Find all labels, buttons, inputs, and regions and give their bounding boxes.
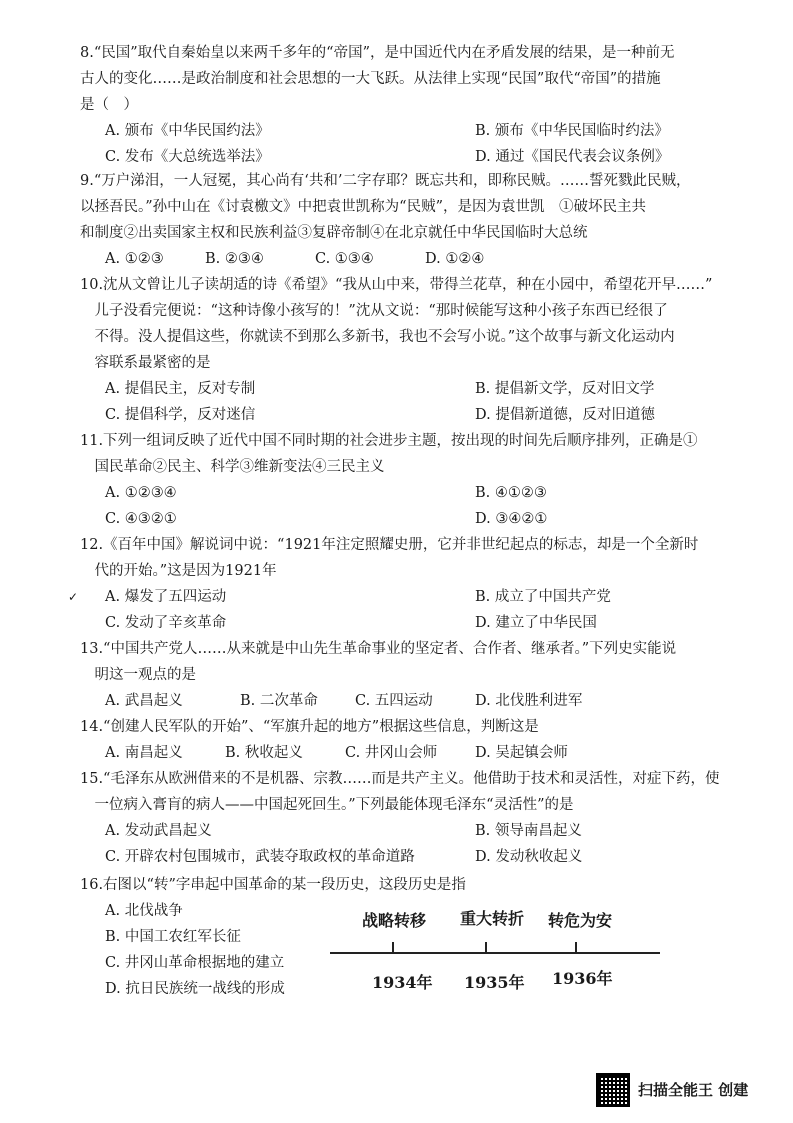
- option-c: C. 发动了辛亥革命: [105, 615, 227, 631]
- question-text: 容联系最紧密的是: [80, 355, 211, 371]
- timeline-axis: [330, 952, 660, 954]
- question-text: 儿子没看完便说：“这种诗像小孩写的！”沈从文说：“那时候能写这种小孩子东西已经很了: [80, 303, 668, 319]
- option-c: C. 五四运动: [355, 693, 433, 709]
- timeline-year: 1935年: [464, 973, 525, 992]
- option-c: C. 发布《大总统选举法》: [105, 149, 270, 165]
- option-b: B. 颁布《中华民国临时约法》: [475, 123, 669, 139]
- timeline-label: 战略转移: [362, 911, 427, 930]
- option-d: D. ③④②①: [475, 511, 548, 527]
- option-c: C. 井冈山革命根据地的建立: [105, 955, 285, 971]
- question-9: [80, 168, 710, 272]
- question-text: 8.“民国”取代自秦始皇以来两千多年的“帝国”，是中国近代内在矛盾发展的结果，是一种前无: [80, 45, 675, 61]
- timeline-tick: [392, 942, 394, 954]
- check-mark-icon: ✓: [68, 590, 79, 604]
- option-b: B. 提倡新文学，反对旧文学: [475, 381, 655, 397]
- timeline-label: 重大转折: [460, 909, 525, 928]
- option-d: D. 北伐胜利进军: [475, 693, 583, 709]
- option-b: B. ④①②③: [475, 485, 547, 501]
- timeline-figure: [330, 900, 660, 1000]
- question-text: 12.《百年中国》解说词中说：“1921年注定照耀史册，它并非世纪起点的标志，却是一个全新时: [80, 537, 699, 553]
- option-a: A. 提倡民主，反对专制: [105, 381, 256, 397]
- option-a: A. 南昌起义: [105, 745, 183, 761]
- question-text: 以拯吾民。”孙中山在《讨袁檄文》中把袁世凯称为“民贼”，是因为袁世凯 ①破坏民主共: [80, 199, 646, 215]
- question-11: [80, 428, 710, 532]
- question-text: 10.沈从文曾让儿子读胡适的诗《希望》“我从山中来，带得兰花草，种在小园中，希望花开早……”: [80, 277, 713, 293]
- option-a: A. ①②③④: [105, 485, 177, 501]
- option-d: D. 通过《国民代表会议条例》: [475, 149, 670, 165]
- question-text: 明这一观点的是: [80, 667, 196, 683]
- timeline-year: 1936年: [552, 969, 613, 988]
- timeline-year: 1934年: [372, 973, 433, 992]
- question-text: 和制度②出卖国家主权和民族利益③复辟帝制④在北京就任中华民国临时大总统: [80, 225, 588, 241]
- question-text: 国民革命②民主、科学③维新变法④三民主义: [80, 459, 385, 475]
- question-text: 古人的变化……是政治制度和社会思想的一大飞跃。从法律上实现“民国”取代“帝国”的措施: [80, 71, 661, 87]
- timeline-tick: [485, 942, 487, 954]
- option-c: C. ①③④: [315, 251, 374, 267]
- option-a: A. 爆发了五四运动: [105, 589, 227, 605]
- option-b: B. ②③④: [205, 251, 264, 267]
- question-text: 是（ ）: [80, 97, 138, 113]
- question-text: 一位病入膏肓的病人——中国起死回生。”下列最能体现毛泽东“灵活性”的是: [80, 797, 574, 813]
- question-text: 代的开始。”这是因为1921年: [80, 563, 277, 579]
- timeline-label: 转危为安: [548, 911, 613, 930]
- option-d: D. 发动秋收起义: [475, 849, 583, 865]
- question-text: 15.“毛泽东从欧洲借来的不是机器、宗教……而是共产主义。他借助于技术和灵活性，对症下药，使: [80, 771, 720, 787]
- option-d: D. 提倡新道德，反对旧道德: [475, 407, 655, 423]
- option-b: B. 领导南昌起义: [475, 823, 582, 839]
- option-a: A. 发动武昌起义: [105, 823, 212, 839]
- option-d: D. 吴起镇会师: [475, 745, 568, 761]
- qr-code-icon: [596, 1073, 630, 1107]
- question-15: [80, 766, 720, 870]
- option-d: D. 抗日民族统一战线的形成: [105, 981, 285, 997]
- option-c: C. 井冈山会师: [345, 745, 438, 761]
- question-text: 16.右图以“转”字串起中国革命的某一段历史，这段历史是指: [80, 877, 466, 893]
- question-text: 11.下列一组词反映了近代中国不同时期的社会进步主题，按出现的时间先后顺序排列，正确是①: [80, 433, 698, 449]
- option-a: A. 武昌起义: [105, 693, 183, 709]
- option-d: D. ①②④: [425, 251, 485, 267]
- timeline-tick: [575, 942, 577, 954]
- option-a: A. ①②③: [105, 251, 164, 267]
- option-a: A. 颁布《中华民国约法》: [105, 123, 270, 139]
- question-10: [80, 272, 713, 428]
- watermark-text: 扫描全能王 创建: [638, 1081, 749, 1099]
- option-b: B. 中国工农红军长征: [105, 929, 241, 945]
- option-c: C. 开辟农村包围城市，武装夺取政权的革命道路: [105, 849, 415, 865]
- scanner-watermark: [596, 1073, 748, 1107]
- question-8: [80, 40, 710, 170]
- option-b: B. 秋收起义: [225, 745, 303, 761]
- option-b: B. 成立了中国共产党: [475, 589, 611, 605]
- question-text: 9.“万户涕泪，一人冠冕，其心尚有‘共和’二字存耶？既忘共和，即称民贼。……誓死戮此民贼，: [80, 173, 691, 189]
- question-text: 14.“创建人民军队的开始”、“军旗升起的地方”根据这些信息，判断这是: [80, 719, 539, 735]
- option-c: C. ④③②①: [105, 511, 177, 527]
- question-14: [80, 714, 710, 766]
- question-text: 13.“中国共产党人……从来就是中山先生革命事业的坚定者、合作者、继承者。”下列史实能说: [80, 641, 677, 657]
- question-13: [80, 636, 710, 714]
- option-b: B. 二次革命: [240, 693, 318, 709]
- option-d: D. 建立了中华民国: [475, 615, 597, 631]
- question-12: [68, 532, 710, 636]
- question-text: 不得。没人提倡这些，你就读不到那么多新书，我也不会写小说。”这个故事与新文化运动内: [80, 329, 675, 345]
- option-c: C. 提倡科学，反对迷信: [105, 407, 256, 423]
- option-a: A. 北伐战争: [105, 903, 183, 919]
